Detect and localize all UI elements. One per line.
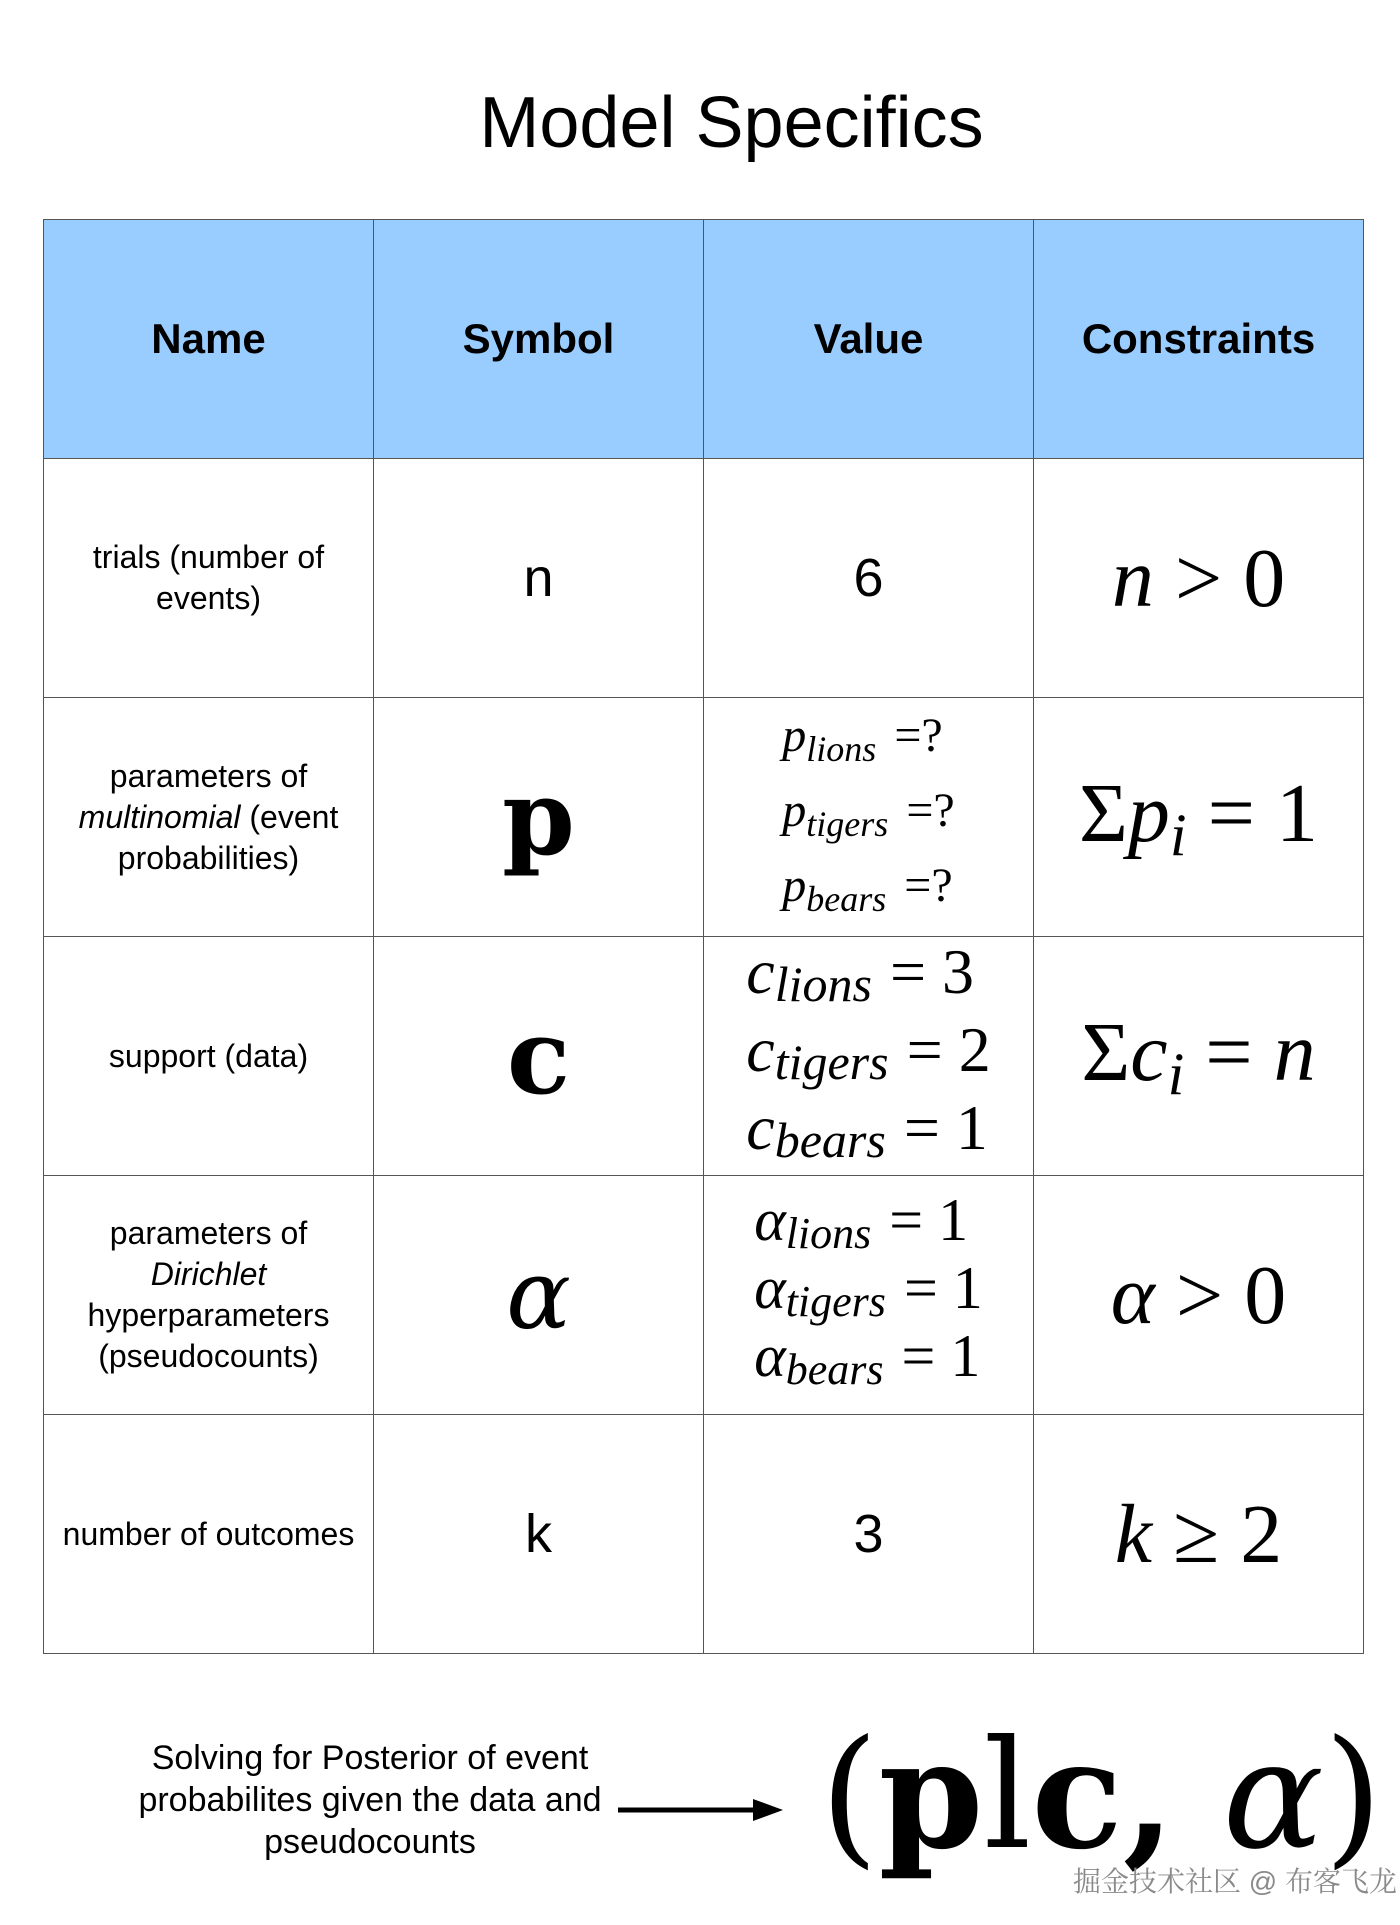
name-cell-support: support (data) bbox=[44, 937, 374, 1176]
value-line-alpha-tigers: $\alpha_{tigers} = 1$ bbox=[754, 1255, 983, 1326]
symbol-cell-n: n bbox=[374, 459, 704, 698]
symbol-cell-alpha: α bbox=[374, 1176, 704, 1415]
table-row bbox=[44, 937, 1364, 1176]
constraint-cell-multinomial: $\Sigma p_i = 1$ bbox=[1034, 698, 1364, 937]
value-cell-trials: 6 bbox=[704, 459, 1034, 698]
table-header-row bbox=[44, 220, 1364, 459]
constraint-cell-outcomes: k ≥ 2 bbox=[1034, 1415, 1364, 1654]
model-specifics-table bbox=[43, 219, 1364, 1654]
name-cell-outcomes: number of outcomes bbox=[44, 1415, 374, 1654]
header-name: Name bbox=[44, 220, 374, 459]
value-line-p-bears: $p_{bears}$ =? bbox=[782, 858, 953, 919]
value-line-alpha-bears: $\alpha_{bears} = 1$ bbox=[754, 1323, 981, 1394]
value-cell-support bbox=[704, 937, 1034, 1176]
constraint-cell-support: $\Sigma c_i = n$ bbox=[1034, 937, 1364, 1176]
value-cell-dirichlet bbox=[704, 1176, 1034, 1415]
table-row bbox=[44, 698, 1364, 937]
value-cell-multinomial bbox=[704, 698, 1034, 937]
header-constraints: Constraints bbox=[1034, 220, 1364, 459]
right-arrow-icon bbox=[618, 1795, 788, 1825]
posterior-formula: (plc, α) bbox=[820, 1707, 1383, 1883]
value-line-p-lions: $p_{lions}$ =? bbox=[782, 708, 943, 769]
symbol-cell-k: k bbox=[374, 1415, 704, 1654]
name-cell-dirichlet: parameters of Dirichlet hyperparameters (pseudocounts) bbox=[44, 1176, 374, 1415]
symbol-cell-p: p bbox=[374, 698, 704, 937]
table-row bbox=[44, 1176, 1364, 1415]
value-line-p-tigers: $p_{tigers}$ =? bbox=[782, 783, 955, 844]
table-row bbox=[44, 1415, 1364, 1654]
header-value: Value bbox=[704, 220, 1034, 459]
name-cell-trials: trials (number of events) bbox=[44, 459, 374, 698]
name-cell-multinomial: parameters of multinomial (event probabilities) bbox=[44, 698, 374, 937]
symbol-cell-c: c bbox=[374, 937, 704, 1176]
watermark: 掘金技术社区 @ 布客飞龙 bbox=[1073, 1866, 1397, 1897]
value-line-c-tigers: $c_{tigers} = 2$ bbox=[746, 1014, 991, 1090]
value-cell-outcomes: 3 bbox=[704, 1415, 1034, 1654]
page-title: Model Specifics bbox=[479, 83, 984, 163]
constraint-cell-trials: n > 0 bbox=[1034, 459, 1364, 698]
constraint-cell-dirichlet: α > 0 bbox=[1034, 1176, 1364, 1415]
value-line-c-lions: $c_{lions} = 3$ bbox=[746, 936, 975, 1012]
table-row bbox=[44, 459, 1364, 698]
value-line-alpha-lions: $\alpha_{lions} = 1$ bbox=[754, 1187, 969, 1258]
posterior-caption: Solving for Posterior of event probabilites given the data and pseudocounts bbox=[138, 1739, 602, 1861]
value-line-c-bears: $c_{bears} = 1$ bbox=[746, 1092, 988, 1168]
header-symbol: Symbol bbox=[374, 220, 704, 459]
